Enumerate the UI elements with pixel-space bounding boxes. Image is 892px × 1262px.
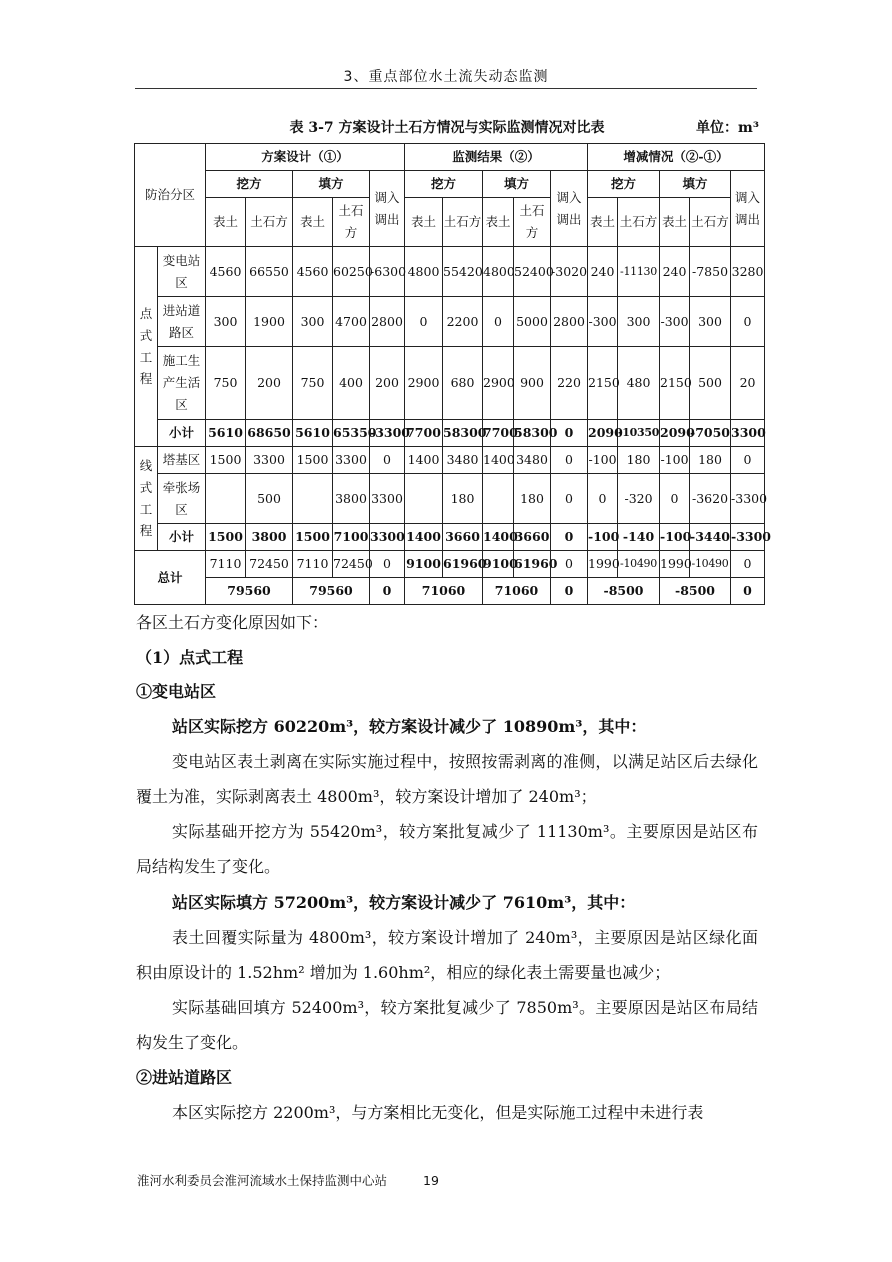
table-cell: 3800 xyxy=(246,524,293,551)
table-cell: -7850 xyxy=(690,247,731,297)
table-cell: -6300 xyxy=(370,247,405,297)
table-cell: 500 xyxy=(690,347,731,420)
table-cell: 4560 xyxy=(206,247,246,297)
table-unit: 单位：m³ xyxy=(696,120,759,136)
table-cell: 0 xyxy=(731,551,765,578)
table-cell: 220 xyxy=(551,347,588,420)
table-cell: 0 xyxy=(551,474,588,524)
table-cell: 2800 xyxy=(370,297,405,347)
table-cell: 3300 xyxy=(246,447,293,474)
line-group-label: 线式工程 xyxy=(135,447,158,551)
table-cell: 7700 xyxy=(483,420,514,447)
table-cell: 3800 xyxy=(333,474,370,524)
transfer-header: 调入调出 xyxy=(370,171,405,247)
table-cell: -100 xyxy=(588,524,618,551)
table-cell: -7050 xyxy=(690,420,731,447)
table-cell: 1500 xyxy=(206,447,246,474)
table-caption xyxy=(135,117,759,137)
table-cell: 3480 xyxy=(514,447,551,474)
total-sum-cell: 79560 xyxy=(206,578,293,605)
paragraph: 各区土石方变化原因如下： xyxy=(136,613,329,632)
table-cell: 750 xyxy=(293,347,333,420)
fill-header: 填方 xyxy=(483,171,551,198)
zone-header: 防治分区 xyxy=(135,144,206,247)
table-cell: 55420 xyxy=(443,247,483,297)
earthrock-header: 土石方 xyxy=(690,198,731,247)
table-cell: 9100 xyxy=(405,551,443,578)
table-cell: 0 xyxy=(370,447,405,474)
table-cell: 58300 xyxy=(443,420,483,447)
table-cell: -11130 xyxy=(618,247,660,297)
table-cell: 3280 xyxy=(731,247,765,297)
table-cell: 0 xyxy=(370,551,405,578)
table-cell: 3480 xyxy=(443,447,483,474)
table-cell xyxy=(206,474,246,524)
table-cell: 400 xyxy=(333,347,370,420)
table-cell: 5610 xyxy=(206,420,246,447)
cut-header: 挖方 xyxy=(206,171,293,198)
table-cell: 1900 xyxy=(246,297,293,347)
table-cell: -100 xyxy=(660,447,690,474)
page-footer xyxy=(137,1171,439,1189)
earthrock-header: 土石方 xyxy=(333,198,370,247)
table-cell: 2800 xyxy=(551,297,588,347)
group-change-header: 增减情况（②-①） xyxy=(588,144,765,171)
table-cell: 52400 xyxy=(514,247,551,297)
table-cell: 9100 xyxy=(483,551,514,578)
section-heading: （1）点式工程 xyxy=(136,648,244,667)
table-cell: 0 xyxy=(551,551,588,578)
row-label: 牵张场区 xyxy=(158,474,206,524)
table-cell: 60250 xyxy=(333,247,370,297)
table-cell: 66550 xyxy=(246,247,293,297)
row-label: 塔基区 xyxy=(158,447,206,474)
table-cell: 1990 xyxy=(660,551,690,578)
topsoil-header: 表土 xyxy=(483,198,514,247)
total-sum-cell: 79560 xyxy=(293,578,370,605)
table-cell: 1500 xyxy=(206,524,246,551)
earthrock-header: 土石方 xyxy=(618,198,660,247)
table-cell: 4800 xyxy=(405,247,443,297)
table-cell: 3300 xyxy=(731,420,765,447)
table-cell: 4700 xyxy=(333,297,370,347)
table-cell: 0 xyxy=(551,447,588,474)
table-cell: 1400 xyxy=(405,447,443,474)
table-cell: 0 xyxy=(551,524,588,551)
table-cell: 180 xyxy=(618,447,660,474)
table-cell: 0 xyxy=(483,297,514,347)
table-cell: 7110 xyxy=(206,551,246,578)
table-cell: -10490 xyxy=(690,551,731,578)
subsection-heading: ①变电站区 xyxy=(136,682,217,701)
table-cell: -300 xyxy=(660,297,690,347)
table-cell: 0 xyxy=(660,474,690,524)
table-cell: 72450 xyxy=(246,551,293,578)
table-cell: 500 xyxy=(246,474,293,524)
row-label: 进站道路区 xyxy=(158,297,206,347)
row-label: 小计 xyxy=(158,524,206,551)
table-cell: 61960 xyxy=(443,551,483,578)
table-row xyxy=(135,420,765,447)
table-row xyxy=(135,474,765,524)
table-cell: 1400 xyxy=(483,524,514,551)
table-cell: 300 xyxy=(690,297,731,347)
table-cell: 2090 xyxy=(660,420,690,447)
table-cell: 3300 xyxy=(333,447,370,474)
table-cell: 200 xyxy=(246,347,293,420)
table-cell: -320 xyxy=(618,474,660,524)
table-cell: 68650 xyxy=(246,420,293,447)
page-number: 19 xyxy=(423,1173,439,1188)
table-cell: 7100 xyxy=(333,524,370,551)
table-cell: 0 xyxy=(731,447,765,474)
paragraph-summary: 站区实际填方 57200m³，较方案设计减少了 7610m³，其中： xyxy=(172,893,636,912)
total-sum-cell: 71060 xyxy=(483,578,551,605)
paragraph: 变电站区表土剥离在实际实施过程中，按照按需剥离的准侧，以满足站区后去绿化覆土为准，实际剥离表土 4800m³，较方案设计增加了 240m³； xyxy=(136,752,758,806)
topsoil-header: 表土 xyxy=(588,198,618,247)
table-title: 表 3-7 方案设计土石方情况与实际监测情况对比表 xyxy=(289,120,605,136)
table-cell: 2200 xyxy=(443,297,483,347)
topsoil-header: 表土 xyxy=(660,198,690,247)
table-row xyxy=(135,297,765,347)
group-design-header: 方案设计（①） xyxy=(206,144,405,171)
table-cell: 4560 xyxy=(293,247,333,297)
table-cell: 1990 xyxy=(588,551,618,578)
earthrock-header: 土石方 xyxy=(443,198,483,247)
table-cell: 3660 xyxy=(443,524,483,551)
table-cell: 680 xyxy=(443,347,483,420)
table-cell: 1500 xyxy=(293,447,333,474)
table-cell: -3300 xyxy=(731,524,765,551)
table-cell: 20 xyxy=(731,347,765,420)
table-cell: -100 xyxy=(660,524,690,551)
table-cell: 1500 xyxy=(293,524,333,551)
table-cell: 65350 xyxy=(333,420,370,447)
table-cell: -3440 xyxy=(690,524,731,551)
cut-header: 挖方 xyxy=(405,171,483,198)
page-header: 3、重点部位水土流失动态监测 xyxy=(343,69,549,85)
fill-header: 填方 xyxy=(660,171,731,198)
footer-org: 淮河水利委员会淮河流域水土保持监测中心站 xyxy=(137,1173,388,1188)
table-cell: 300 xyxy=(206,297,246,347)
table-cell: -10350 xyxy=(618,420,660,447)
table-cell: 2900 xyxy=(405,347,443,420)
total-sum-cell: 71060 xyxy=(405,578,483,605)
transfer-header: 调入调出 xyxy=(551,171,588,247)
total-label: 总计 xyxy=(135,551,206,605)
table-cell: 3660 xyxy=(514,524,551,551)
table-cell: 2900 xyxy=(483,347,514,420)
transfer-header: 调入调出 xyxy=(731,171,765,247)
table-cell: -100 xyxy=(588,447,618,474)
table-cell xyxy=(405,474,443,524)
paragraph-summary: 站区实际挖方 60220m³，较方案设计减少了 10890m³，其中： xyxy=(172,717,647,736)
table-cell: 72450 xyxy=(333,551,370,578)
table-cell: -300 xyxy=(588,297,618,347)
total-sum-cell: 0 xyxy=(370,578,405,605)
paragraph: 实际基础回填方 52400m³，较方案批复减少了 7850m³。主要原因是站区布局结构发生了变化。 xyxy=(136,998,758,1052)
table-cell: 0 xyxy=(551,420,588,447)
table-cell: 7700 xyxy=(405,420,443,447)
total-sum-row xyxy=(135,578,765,605)
table-cell: 750 xyxy=(206,347,246,420)
subsection-heading: ②进站道路区 xyxy=(136,1068,233,1087)
table-cell: 0 xyxy=(731,297,765,347)
table-cell: 1400 xyxy=(483,447,514,474)
total-sum-cell: -8500 xyxy=(660,578,731,605)
table-cell: -3300 xyxy=(731,474,765,524)
total-sum-cell: 0 xyxy=(551,578,588,605)
header-rule xyxy=(135,88,757,89)
table-row xyxy=(135,347,765,420)
topsoil-header: 表土 xyxy=(405,198,443,247)
row-label: 施工生产生活区 xyxy=(158,347,206,420)
table-cell: 5610 xyxy=(293,420,333,447)
table-cell: 200 xyxy=(370,347,405,420)
fill-header: 填方 xyxy=(293,171,370,198)
topsoil-header: 表土 xyxy=(293,198,333,247)
table-cell: 1400 xyxy=(405,524,443,551)
total-sum-cell: 0 xyxy=(731,578,765,605)
table-cell: 5000 xyxy=(514,297,551,347)
table-cell: 7110 xyxy=(293,551,333,578)
table-cell xyxy=(483,474,514,524)
table-cell: 180 xyxy=(690,447,731,474)
table-cell: 240 xyxy=(588,247,618,297)
earthrock-header: 土石方 xyxy=(246,198,293,247)
total-sum-cell: -8500 xyxy=(588,578,660,605)
table-cell: 4800 xyxy=(483,247,514,297)
paragraph: 本区实际挖方 2200m³，与方案相比无变化，但是实际施工过程中未进行表 xyxy=(172,1103,704,1122)
table-cell: 480 xyxy=(618,347,660,420)
group-monitor-header: 监测结果（②） xyxy=(405,144,588,171)
row-label: 变电站区 xyxy=(158,247,206,297)
paragraph: 表土回覆实际量为 4800m³，较方案设计增加了 240m³，主要原因是站区绿化面积由原设计的 1.52hm² 增加为 1.60hm²，相应的绿化表土需要量也减少； xyxy=(136,928,758,982)
row-label: 小计 xyxy=(158,420,206,447)
earthrock-header: 土石方 xyxy=(514,198,551,247)
table-cell: 2150 xyxy=(588,347,618,420)
table-cell: 58300 xyxy=(514,420,551,447)
table-row xyxy=(135,551,765,578)
table-cell: 3300 xyxy=(370,524,405,551)
table-cell: 0 xyxy=(405,297,443,347)
table-cell: -3300 xyxy=(370,420,405,447)
table-cell xyxy=(293,474,333,524)
table-row xyxy=(135,524,765,551)
table-cell: 900 xyxy=(514,347,551,420)
table-cell: 2090 xyxy=(588,420,618,447)
table-cell: 180 xyxy=(443,474,483,524)
table-cell: -3020 xyxy=(551,247,588,297)
earthwork-comparison-table xyxy=(134,143,771,605)
cut-header: 挖方 xyxy=(588,171,660,198)
point-group-label: 点式工程 xyxy=(135,247,158,447)
topsoil-header: 表土 xyxy=(206,198,246,247)
table-row xyxy=(135,447,765,474)
paragraph: 实际基础开挖方为 55420m³，较方案批复减少了 11130m³。主要原因是站区布局结构发生了变化。 xyxy=(136,822,758,876)
table-cell: 0 xyxy=(588,474,618,524)
table-cell: 3300 xyxy=(370,474,405,524)
table-row xyxy=(135,247,765,297)
table-cell: -140 xyxy=(618,524,660,551)
table-cell: 61960 xyxy=(514,551,551,578)
table-cell: -3620 xyxy=(690,474,731,524)
table-cell: 180 xyxy=(514,474,551,524)
table-cell: 240 xyxy=(660,247,690,297)
table-cell: 2150 xyxy=(660,347,690,420)
table-cell: 300 xyxy=(293,297,333,347)
table-cell: -10490 xyxy=(618,551,660,578)
table-cell: 300 xyxy=(618,297,660,347)
